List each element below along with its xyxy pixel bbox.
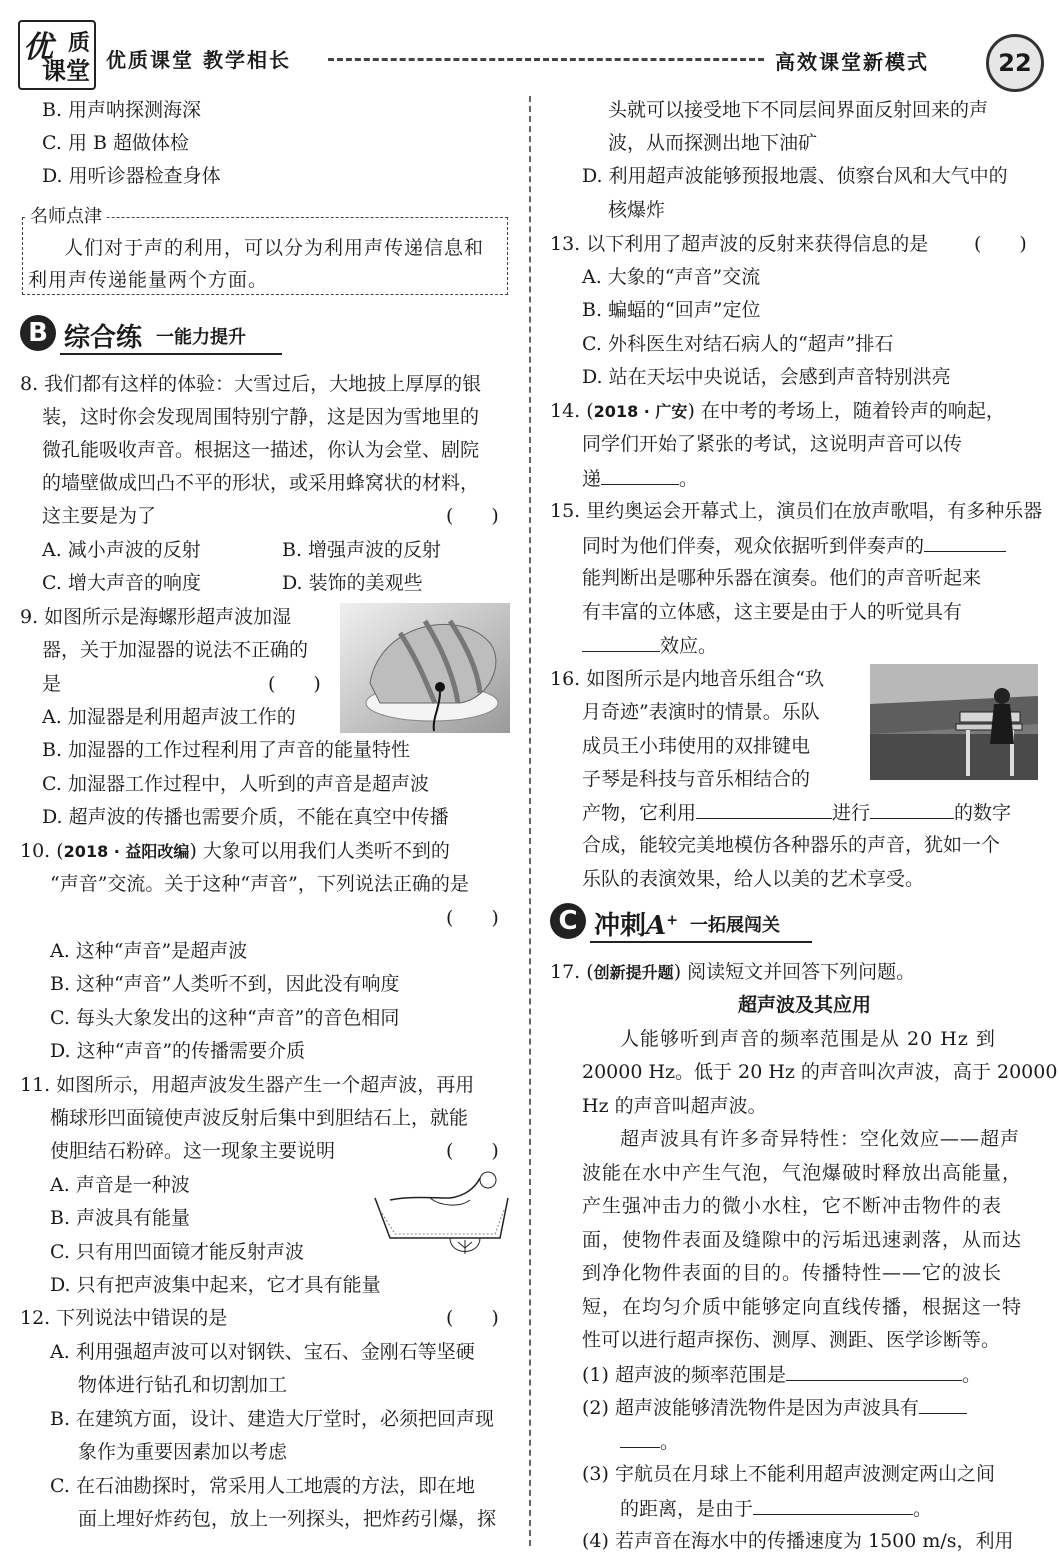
q13-option-c: C. 外科医生对结石病人的“超声”排石: [582, 333, 894, 355]
section-c-subtitle: 一拓展闯关: [690, 915, 780, 936]
q15-text-end: 效应。: [660, 635, 718, 657]
q8-line-5: 这主要是为了: [42, 505, 157, 527]
logo-char-1: 优: [23, 30, 53, 65]
article-title: 超声波及其应用: [738, 994, 872, 1016]
q7-option-c: C. 用 B 超做体检: [42, 132, 189, 154]
q14-line-3: [582, 466, 698, 491]
section-c-heading: [550, 901, 820, 941]
q10-line-1: [20, 839, 450, 864]
q14-line-1: [550, 399, 1005, 424]
q9-option-a: A. 加湿器是利用超声波工作的: [42, 706, 296, 728]
q15-answer-blank-2[interactable]: [582, 633, 660, 652]
article-p2-line-5: 到净化物件表面的目的。传播特性——它的波长: [582, 1262, 1003, 1284]
q14-text-a: 递: [582, 468, 602, 490]
section-c-badge: C: [550, 903, 586, 939]
q16-line-7: 乐队的表演效果，给人以美的艺术享受。: [582, 868, 925, 890]
subq2-end: 。: [660, 1431, 680, 1453]
q17-stem: ) 阅读短文并回答下列问题。: [673, 961, 916, 983]
q9-option-c: C. 加湿器工作过程中，人听到的声音是超声波: [42, 773, 429, 795]
q14-stem: ) 在中考的考场上，随着铃声的响起，: [687, 400, 1005, 422]
header-left-slogan: 优质课堂 教学相长: [106, 48, 291, 72]
subq2-cont: [620, 1429, 679, 1454]
q16-answer-blank-1[interactable]: [696, 800, 832, 819]
logo-char-2: 质: [67, 31, 90, 56]
q10-option-c: C. 每头大象发出的这种“声音”的音色相同: [50, 1007, 400, 1029]
q12-option-c-line-4: 波，从而探测出地下油矿: [608, 132, 818, 154]
q12-option-c-line-2: 面上埋好炸药包，放上一列探头，把炸药引爆，探: [78, 1508, 497, 1530]
q12-option-c-line-1: C. 在石油勘探时，常采用人工地震的方法，即在地: [50, 1475, 475, 1497]
q11-option-c: C. 只有用凹面镜才能反射声波: [50, 1241, 304, 1263]
q12-option-d-line-2: 核爆炸: [608, 199, 666, 221]
q10-option-a: A. 这种“声音”是超声波: [50, 940, 248, 962]
teacher-note-line-1: 人们对于声的利用，可以分为利用声传递信息和: [64, 237, 485, 259]
q8-option-b: B. 增强声波的反射: [282, 539, 442, 561]
q17-line-1: [550, 960, 915, 985]
concert-photo: [870, 664, 1038, 780]
q12-option-d-line-1: D. 利用超声波能够预报地震、侦察台风和大气中的: [582, 165, 1008, 187]
q16-line-6: 合成，能较完美地模仿各种器乐的声音，犹如一个: [582, 834, 1001, 856]
q11-option-a: A. 声音是一种波: [50, 1174, 190, 1196]
q15-text: 同时为他们伴奏，观众依据听到伴奏声的: [582, 535, 925, 557]
section-c-title-text: 冲刺: [594, 911, 647, 941]
q16-answer-blank-2[interactable]: [870, 800, 954, 819]
q7-option-b: B. 用声呐探测海深: [42, 99, 202, 121]
q9-line-3: 是: [42, 673, 62, 695]
subq3-text: 的距离，是由于: [620, 1498, 754, 1520]
section-c-underline: [590, 941, 812, 943]
section-c-title-a: A: [646, 911, 667, 941]
article-p2-line-2: 波能在水中产生气泡，气泡爆破时释放出高能量，: [582, 1162, 1023, 1184]
q14-number: 14. (: [550, 400, 594, 422]
q14-line-2: 同学们开始了紧张的考试，这说明声音可以传: [582, 433, 963, 455]
q10-option-b: B. 这种“声音”人类听不到，因此没有响度: [50, 973, 400, 995]
teacher-note-line-2: 利用声传递能量两个方面。: [28, 269, 269, 291]
subq3-end: 。: [913, 1498, 933, 1520]
subq2-text: (2) 超声波能够清洗物件是因为声波具有: [582, 1397, 919, 1419]
q15-line-3: 能判断出是哪种乐器在演奏。他们的声音听起来: [582, 567, 982, 589]
page-header: [0, 0, 1059, 96]
q9-line-2: 器，关于加湿器的说法不正确的: [42, 639, 309, 661]
q14-answer-blank[interactable]: [601, 466, 679, 485]
q11-line-3: 使胆结石粉碎。这一现象主要说明: [50, 1140, 336, 1162]
q12-option-a-line-2: 物体进行钻孔和切割加工: [78, 1374, 288, 1396]
q16-line-2: 月奇迹”表演时的情景。乐队: [582, 701, 820, 723]
q16-text-c: 的数字: [954, 802, 1012, 824]
article-p2-line-3: 产生强冲击力的微小水柱，它不断冲击物件的表: [582, 1195, 1003, 1217]
q15-answer-blank-1[interactable]: [924, 533, 1006, 552]
q9-option-b: B. 加湿器的工作过程利用了声音的能量特性: [42, 739, 411, 761]
q16-text-b: 进行: [832, 802, 871, 824]
q15-line-2: [582, 533, 1006, 558]
q9-option-d: D. 超声波的传播也需要介质，不能在真空中传播: [42, 806, 449, 828]
q12-option-a-line-1: A. 利用强超声波可以对钢铁、宝石、金刚石等坚硬: [50, 1341, 475, 1363]
q14-text-b: 。: [679, 468, 699, 490]
q12-option-c-line-3: 头就可以接受地下不同层间界面反射回来的声: [608, 99, 989, 121]
q9-answer-paren: ( ): [268, 673, 321, 695]
q10-source-tag: 2018 · 益阳改编: [63, 842, 190, 861]
column-divider: [529, 96, 531, 1546]
subq1-text: (1) 超声波的频率范围是: [582, 1364, 786, 1386]
section-b-underline: [60, 353, 282, 355]
q17-number: 17. (: [550, 961, 594, 983]
q9-line-1: 9. 如图所示是海螺形超声波加湿: [20, 606, 292, 628]
subq3-line-1: (3) 宇航员在月球上不能利用超声波测定两山之间: [582, 1463, 995, 1485]
article-p1-line-2: 20000 Hz。低于 20 Hz 的声音叫次声波，高于 20000: [582, 1061, 1058, 1083]
section-b-badge: B: [20, 315, 56, 351]
subq3-answer-blank[interactable]: [753, 1496, 913, 1515]
article-p2-line-1: 超声波具有许多奇异特性：空化效应——超声: [620, 1128, 1021, 1150]
q16-line-4: 子琴是科技与音乐相结合的: [582, 768, 811, 790]
article-p1-line-1: 人能够听到声音的频率范围是从 20 Hz 到: [620, 1028, 996, 1050]
article-p1-line-3: Hz 的声音叫超声波。: [582, 1095, 767, 1117]
subq3-line-2: [620, 1496, 932, 1521]
q16-line-3: 成员王小玮使用的双排键电: [582, 735, 811, 757]
q13-option-d: D. 站在天坛中央说话，会感到声音特别洪亮: [582, 366, 951, 388]
subq1-end: 。: [961, 1364, 981, 1386]
q8-line-4: 的墙壁做成凹凸不平的形状，或采用蜂窝状的材料，: [42, 472, 480, 494]
q8-option-c: C. 增大声音的响度: [42, 572, 201, 594]
q7-option-d: D. 用听诊器检查身体: [42, 165, 221, 187]
q12-line-1: 12. 下列说法中错误的是: [20, 1307, 228, 1329]
q13-option-b: B. 蝙蝠的“回声”定位: [582, 299, 761, 321]
q15-line-5: [582, 633, 717, 658]
q8-line-3: 微孔能吸收声音。根据这一描述，你认为会堂、剧院: [42, 439, 480, 461]
subq2-answer-blank-1[interactable]: [919, 1395, 967, 1414]
section-b-subtitle: 一能力提升: [156, 327, 246, 348]
q10-option-d: D. 这种“声音”的传播需要介质: [50, 1040, 306, 1062]
header-right-slogan: 高效课堂新模式: [775, 50, 929, 74]
q12-option-b-line-1: B. 在建筑方面，设计、建造大厅堂时，必须把回声现: [50, 1408, 495, 1430]
q13-line-1: 13. 以下利用了超声波的反射来获得信息的是: [550, 233, 929, 255]
q8-option-a: A. 减小声波的反射: [42, 539, 201, 561]
teacher-note-title: 名师点津: [26, 205, 106, 229]
q10-line-2: “声音”交流。关于这种“声音”，下列说法正确的是: [50, 873, 469, 895]
humidifier-image: [340, 603, 510, 733]
subq4-line-1: (4) 若声音在海水中的传播速度为 1500 m/s，利用: [582, 1530, 1014, 1552]
q8-line-1: 8. 我们都有这样的体验：大雪过后，大地披上厚厚的银: [20, 373, 482, 395]
section-c-title-plus: +: [666, 912, 678, 929]
subq1-answer-blank[interactable]: [786, 1362, 962, 1381]
logo-char-3: 课堂: [42, 57, 90, 85]
q14-source-tag: 2018 · 广安: [593, 402, 688, 421]
article-p2-line-6: 短，在均匀介质中能够定向直线传播，根据这一特: [582, 1296, 1023, 1318]
subq2: [582, 1395, 967, 1420]
q8-answer-paren: ( ): [446, 505, 499, 527]
q11-option-b: B. 声波具有能量: [50, 1207, 191, 1229]
q13-option-a: A. 大象的“声音”交流: [582, 266, 761, 288]
q11-answer-paren: ( ): [446, 1140, 499, 1162]
section-b-title: 综合练: [64, 323, 143, 353]
q11-option-d: D. 只有把声波集中起来，它才具有能量: [50, 1274, 381, 1296]
q16-text-a: 产物，它利用: [582, 802, 697, 824]
article-p2-line-4: 面，使物件表面及缝隙中的污垢迅速剥落，从而达: [582, 1229, 1023, 1251]
q16-line-5: [582, 800, 1011, 825]
article-p2-line-7: 性可以进行超声探伤、测厚、测距、医学诊断等。: [582, 1329, 1001, 1351]
header-dash-line: [328, 58, 764, 61]
q12-answer-paren: ( ): [446, 1307, 499, 1329]
gallstone-treatment-figure: [370, 1168, 510, 1260]
q11-line-2: 椭球形凹面镜使声波反射后集中到胆结石上，就能: [50, 1107, 469, 1129]
q15-line-4: 有丰富的立体感，这主要是由于人的听觉具有: [582, 601, 963, 623]
q15-line-1: 15. 里约奥运会开幕式上，演员们在放声歌唱，有多种乐器: [550, 500, 1043, 522]
q12-option-b-line-2: 象作为重要因素加以考虑: [78, 1441, 288, 1463]
subq1: [582, 1362, 981, 1387]
page-number: 22: [986, 34, 1044, 92]
q8-line-2: 装，这时你会发现周围特别宁静，这是因为雪地里的: [42, 406, 480, 428]
q16-line-1: 16. 如图所示是内地音乐组合“玖: [550, 668, 824, 690]
q13-answer-paren: ( ): [974, 233, 1027, 255]
section-c-title: [594, 905, 678, 942]
q10-stem: ) 大象可以用我们人类听不到的: [189, 840, 450, 862]
q17-source-tag: 创新提升题: [593, 963, 674, 982]
q10-answer-paren: ( ): [446, 907, 499, 929]
subq2-answer-blank-2[interactable]: [620, 1429, 660, 1448]
brand-logo: [18, 20, 96, 90]
q8-option-d: D. 装饰的美观些: [282, 572, 423, 594]
section-b-heading: [20, 313, 290, 353]
q11-line-1: 11. 如图所示，用超声波发生器产生一个超声波，再用: [20, 1074, 475, 1096]
q10-number: 10. (: [20, 840, 64, 862]
